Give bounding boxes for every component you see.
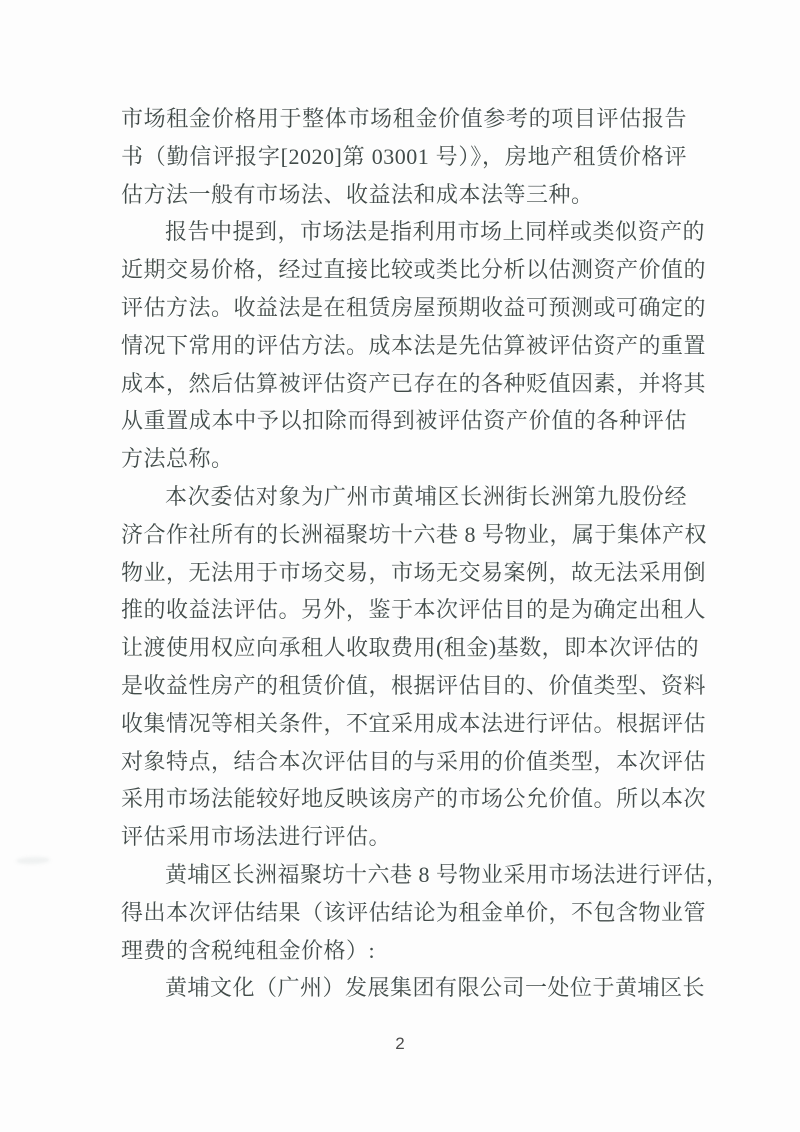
text-line: 书（勤信评报字[2020]第 03001 号）》，房地产租赁价格评 (121, 143, 687, 169)
page-number: 2 (395, 1034, 405, 1053)
text-line: 让渡使用权应向承租人收取费用(租金)基数，即本次评估的 (121, 635, 700, 661)
text-line: 对象特点，结合本次评估目的与采用的价值类型，本次评估 (121, 748, 707, 774)
page-body-text (121, 100, 729, 1007)
text-line: 是收益性房产的租赁价值，根据评估目的、价值类型、资料 (121, 672, 707, 698)
text-line: 方法总称。 (121, 446, 234, 472)
text-line: 市场租金价格用于整体市场租金价值参考的项目评估报告 (121, 106, 687, 131)
text-line: 物业，无法用于市场交易，市场无交易案例，故无法采用倒 (121, 559, 707, 585)
text-line: 本次委估对象为广州市黄埔区长洲街长洲第九股份经 (165, 483, 687, 509)
text-line: 黄埔文化（广州）发展集团有限公司一处位于黄埔区长 (165, 975, 706, 1001)
text-line: 估方法一般有市场法、收益法和成本法等三种。 (121, 181, 594, 207)
text-line: 推的收益法评估。另外，鉴于本次评估目的是为确定出租人 (121, 597, 707, 623)
text-line: 情况下常用的评估方法。成本法是先估算被评估资产的重置 (121, 332, 707, 358)
scan-smudge-artifact (16, 856, 50, 864)
text-line: 济合作社所有的长洲福聚坊十六巷 8 号物业，属于集体产权 (121, 521, 708, 547)
text-line: 得出本次评估结果（该评估结论为租金单价，不包含物业管 (121, 899, 707, 925)
text-line: 报告中提到，市场法是指利用市场上同样或类似资产的 (165, 219, 706, 245)
text-line: 评估采用市场法进行评估。 (121, 824, 392, 850)
text-line: 黄埔区长洲福聚坊十六巷 8 号物业采用市场法进行评估， (165, 861, 729, 887)
text-line: 评估方法。收益法是在租赁房屋预期收益可预测或可确定的 (121, 294, 707, 320)
text-line: 采用市场法能较好地反映该房产的市场公允价值。所以本次 (121, 786, 707, 812)
text-line: 理费的含税纯租金价格）: (121, 937, 376, 963)
text-line: 收集情况等相关条件，不宜采用成本法进行评估。根据评估 (121, 710, 707, 736)
text-line: 成本，然后估算被评估资产已存在的各种贬值因素，并将其 (121, 370, 707, 396)
text-line: 近期交易价格，经过直接比较或类比分析以估测资产价值的 (121, 257, 707, 283)
text-line: 从重置成本中予以扣除而得到被评估资产价值的各种评估 (121, 408, 687, 434)
